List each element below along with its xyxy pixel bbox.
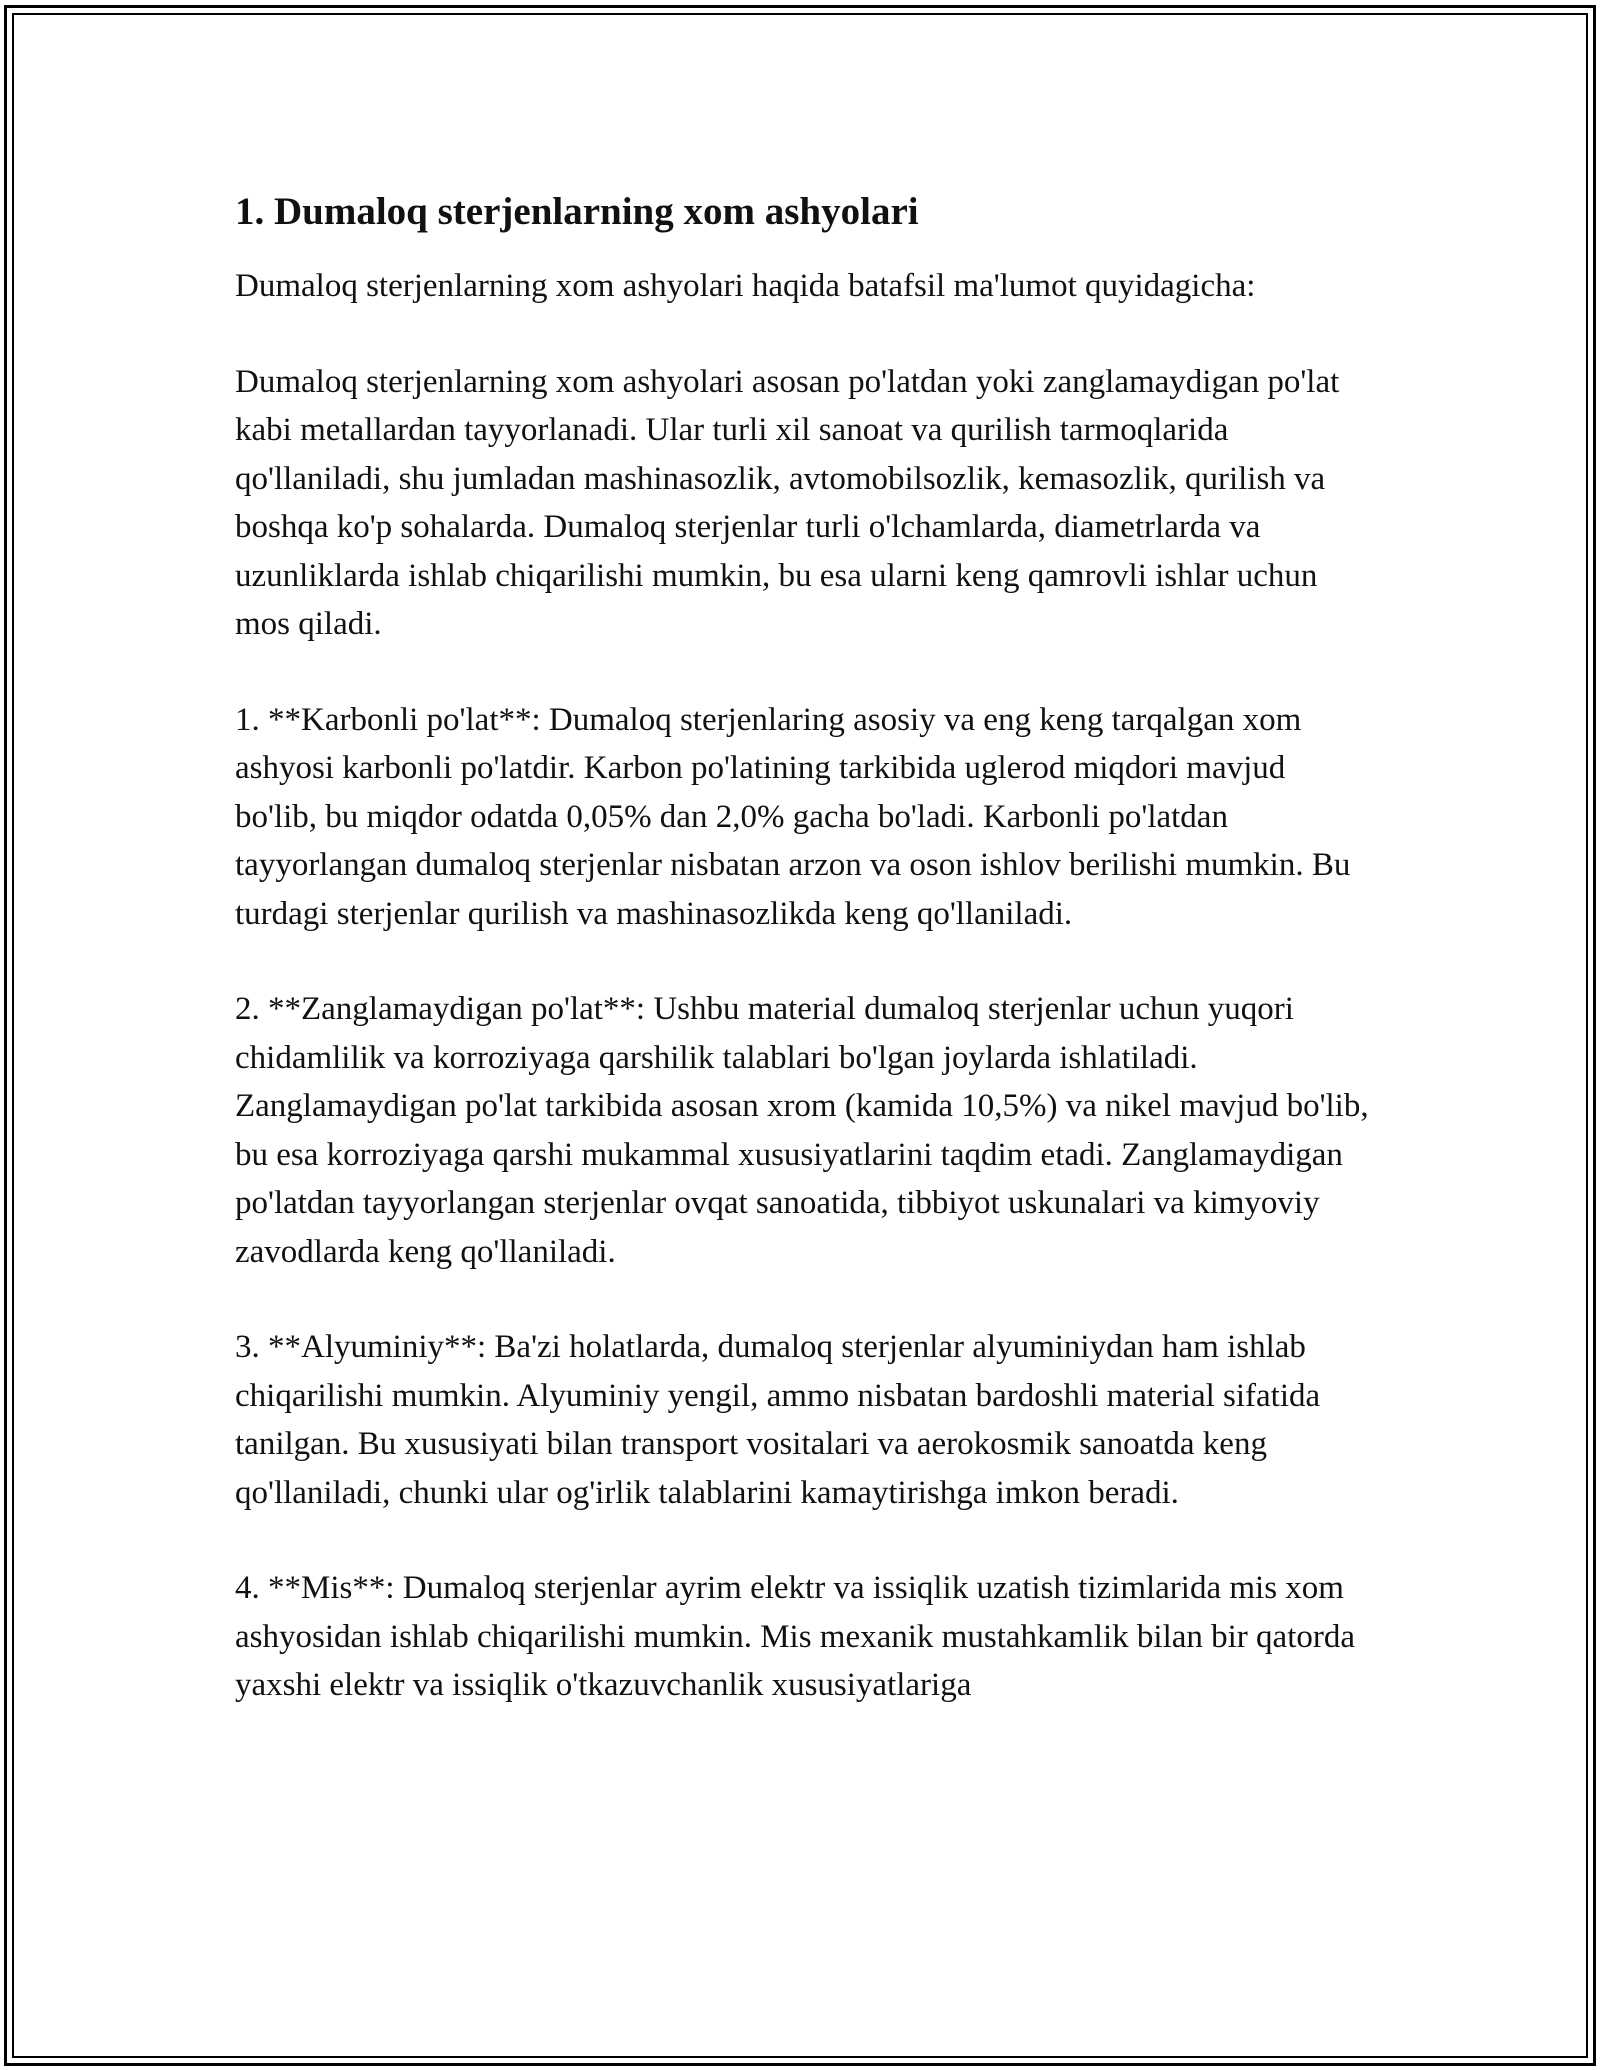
overview-paragraph: Dumaloq sterjenlarning xom ashyolari asosan po'latdan yoki zanglamaydigan po'lat kabi metallardan tayyorlanadi. Ular turli xil sanoat va qurilish tarmoqlarida qo'llaniladi, shu jumladan mashinasozlik, avtomobilsozlik, kemasozlik, qurilish va boshqa ko'p sohalarda. Dumaloq sterjenlar turli o'lchamlarda, diametrlarda va uzunliklarda ishlab chiqarilishi mumkin, bu esa ularni keng qamrovli ishlar uchun mos qiladi. xyxy=(235,363,1340,642)
stainless-steel-paragraph: 2. **Zanglamaydigan po'lat**: Ushbu material dumaloq sterjenlar uchun yuqori chidamlilik va korroziyaga qarshilik talablari bo'lgan joylarda ishlatiladi. Zanglamaydigan po'lat tarkibida asosan xrom (kamida 10,5%) va nikel mavjud bo'lib, bu esa korroziyaga qarshi mukammal xususiyatlarini taqdim etadi. Zanglamaydigan po'latdan tayyorlangan sterjenlar ovqat sanoatida, tibbiyot uskunalari va kimyoviy zavodlarda keng qo'llaniladi. xyxy=(235,991,1369,1270)
document-body xyxy=(235,188,1375,1757)
carbon-steel-paragraph: 1. **Karbonli po'lat**: Dumaloq sterjenlaring asosiy va eng keng tarqalgan xom ashyosi karbonli po'latdir. Karbon po'latining tarkibida uglerod miqdori mavjud bo'lib, bu miqdor odatda 0,05% dan 2,0% gacha bo'ladi. Karbonli po'latdan tayyorlangan dumaloq sterjenlar nisbatan arzon va oson ishlov berilishi mumkin. Bu turdagi sterjenlar qurilish va mashinasozlikda keng qo'llaniladi. xyxy=(235,701,1351,932)
copper-paragraph: 4. **Mis**: Dumaloq sterjenlar ayrim elektr va issiqlik uzatish tizimlarida mis xom ashyosidan ishlab chiqarilishi mumkin. Mis mexanik mustahkamlik bilan bir qatorda yaxshi elektr va issiqlik o'tkazuvchanlik xususiyatlariga xyxy=(235,1570,1356,1703)
aluminium-paragraph: 3. **Alyuminiy**: Ba'zi holatlarda, dumaloq sterjenlar alyuminiydan ham ishlab chiqarilishi mumkin. Alyuminiy yengil, ammo nisbatan bardoshli material sifatida tanilgan. Bu xususiyati bilan transport vositalari va aerokosmik sanoatda keng qo'llaniladi, chunki ular og'irlik talablarini kamaytirishga imkon beradi. xyxy=(235,1329,1321,1511)
intro-paragraph: Dumaloq sterjenlarning xom ashyolari haqida batafsil ma'lumot quyidagicha: xyxy=(235,268,1256,304)
document-title: 1. Dumaloq sterjenlarning xom ashyolari xyxy=(235,190,919,233)
